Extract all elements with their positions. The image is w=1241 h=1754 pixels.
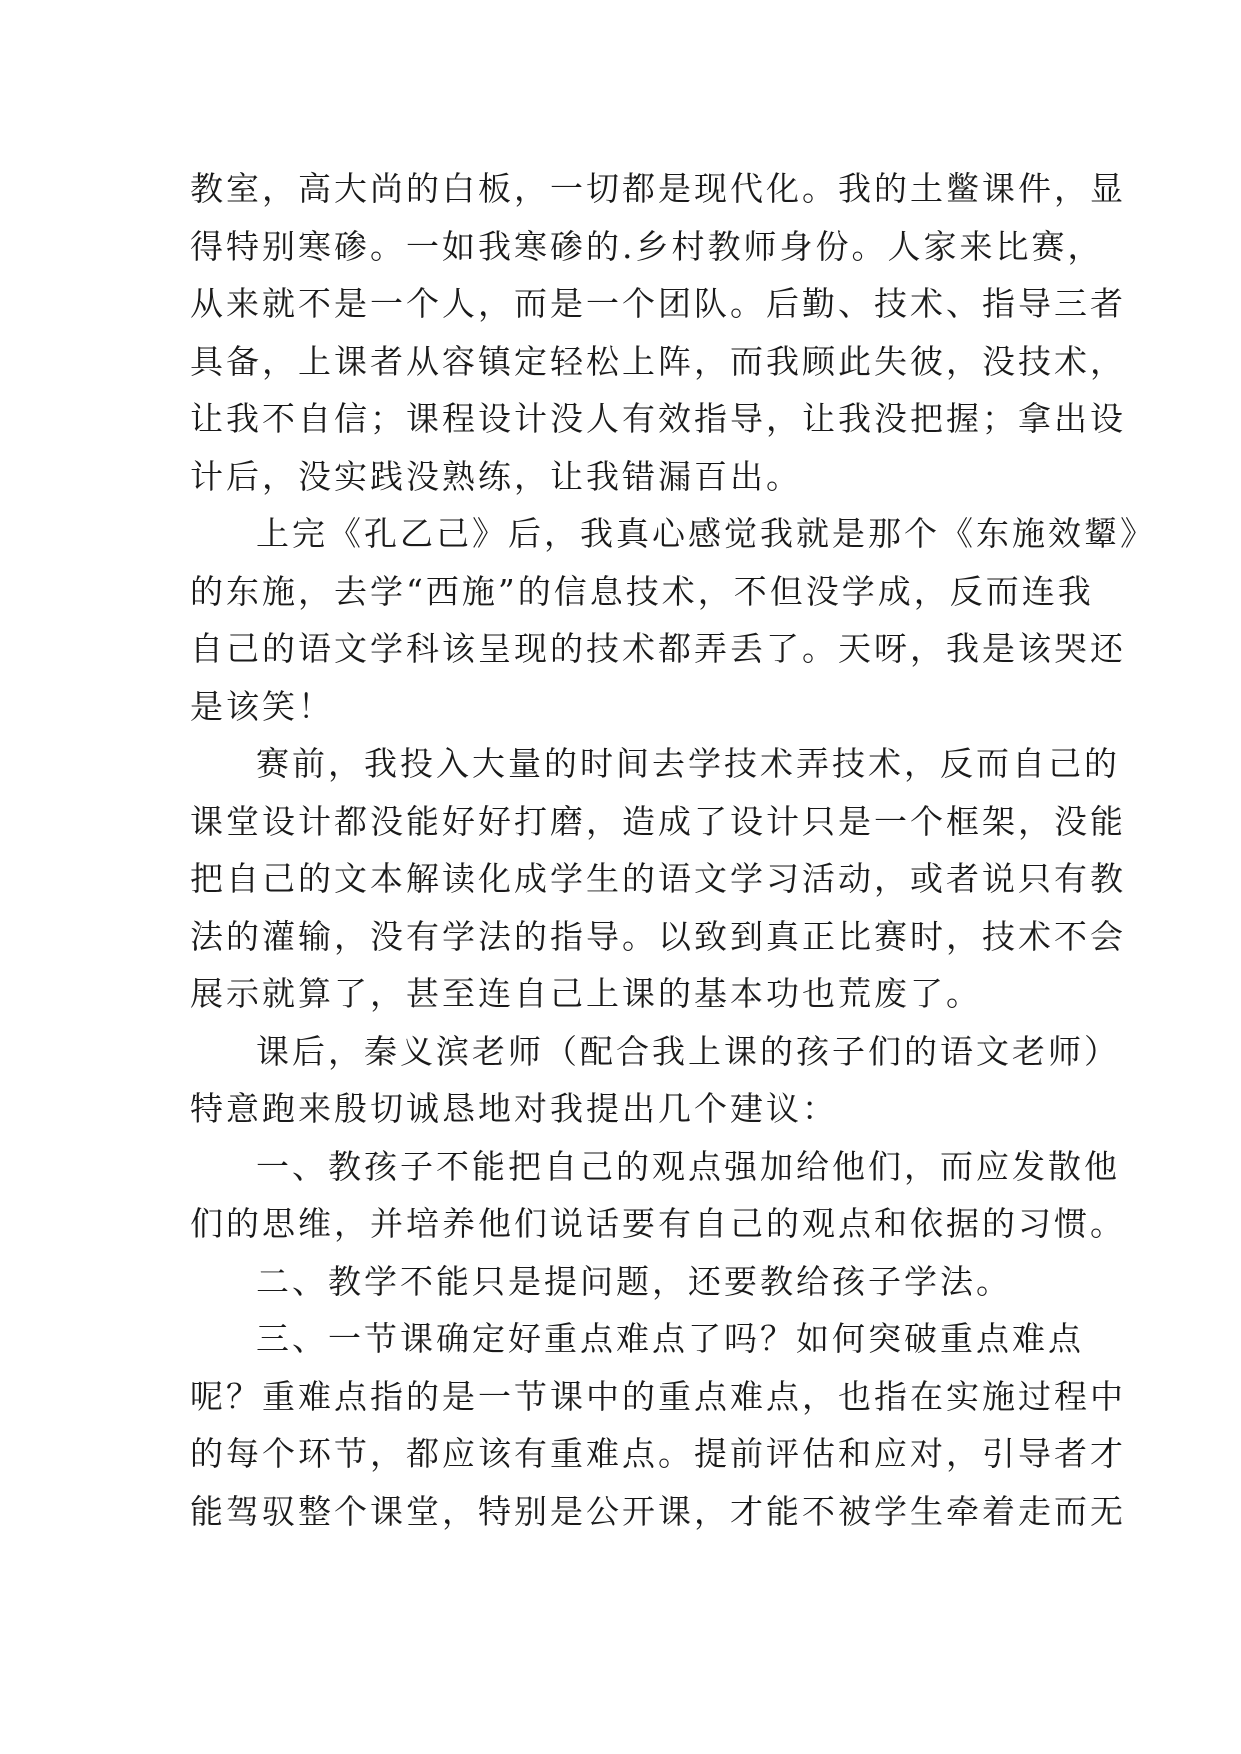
text-line: 特意跑来殷切诚恳地对我提出几个建议： — [190, 1089, 838, 1128]
text-line: 计后，没实践没熟练，让我错漏百出。 — [190, 456, 802, 496]
paragraph-start-line: 赛前，我投入大量的时间去学技术弄技术，反而自己的 — [256, 744, 1120, 783]
text-line: 课堂设计都没能好好打磨，造成了设计只是一个框架，没能 — [190, 801, 1126, 841]
text-line: 展示就算了，甚至连自己上课的基本功也荒废了。 — [190, 974, 982, 1013]
text-line: 教室，高大尚的白板，一切都是现代化。我的土鳖课件，显 — [190, 169, 1126, 208]
text-line: 让我不自信；课程设计没人有效指导，让我没把握；拿出设 — [190, 399, 1126, 438]
paragraph-start-line: 上完《孔乙己》后，我真心感觉我就是那个《东施效颦》 — [256, 514, 1156, 553]
paragraph-start-line: 一、教孩子不能把自己的观点强加给他们，而应发散他 — [256, 1146, 1120, 1186]
text-line: 的每个环节，都应该有重难点。提前评估和应对，引导者才 — [190, 1434, 1126, 1473]
text-line: 是该笑！ — [190, 686, 334, 726]
paragraph-start-line: 三、一节课确定好重点难点了吗？如何突破重点难点 — [256, 1319, 1084, 1358]
paragraph-start-line: 二、教学不能只是提问题，还要教给孩子学法。 — [256, 1261, 1012, 1301]
text-line: 得特别寒碜。一如我寒碜的.乡村教师身份。人家来比赛， — [190, 226, 1104, 266]
text-line: 能驾驭整个课堂，特别是公开课，才能不被学生牵着走而无 — [190, 1491, 1126, 1531]
text-line: 的东施，去学“西施”的信息技术，不但没学成，反而连我 — [190, 571, 1094, 611]
text-line: 具备，上课者从容镇定轻松上阵，而我顾此失彼，没技术， — [190, 341, 1126, 381]
text-line: 们的思维，并培养他们说话要有自己的观点和依据的习惯。 — [190, 1204, 1126, 1243]
text-line: 从来就不是一个人，而是一个团队。后勤、技术、指导三者 — [190, 284, 1126, 323]
text-line: 呢？重难点指的是一节课中的重点难点，也指在实施过程中 — [190, 1376, 1126, 1416]
body-text — [190, 160, 1156, 1540]
text-line: 自己的语文学科该呈现的技术都弄丢了。天呀，我是该哭还 — [190, 629, 1126, 668]
text-line: 把自己的文本解读化成学生的语文学习活动，或者说只有教 — [190, 859, 1126, 898]
paragraph-start-line: 课后，秦义滨老师（配合我上课的孩子们的语文老师） — [256, 1031, 1120, 1071]
text-line: 法的灌输，没有学法的指导。以致到真正比赛时，技术不会 — [190, 916, 1126, 956]
